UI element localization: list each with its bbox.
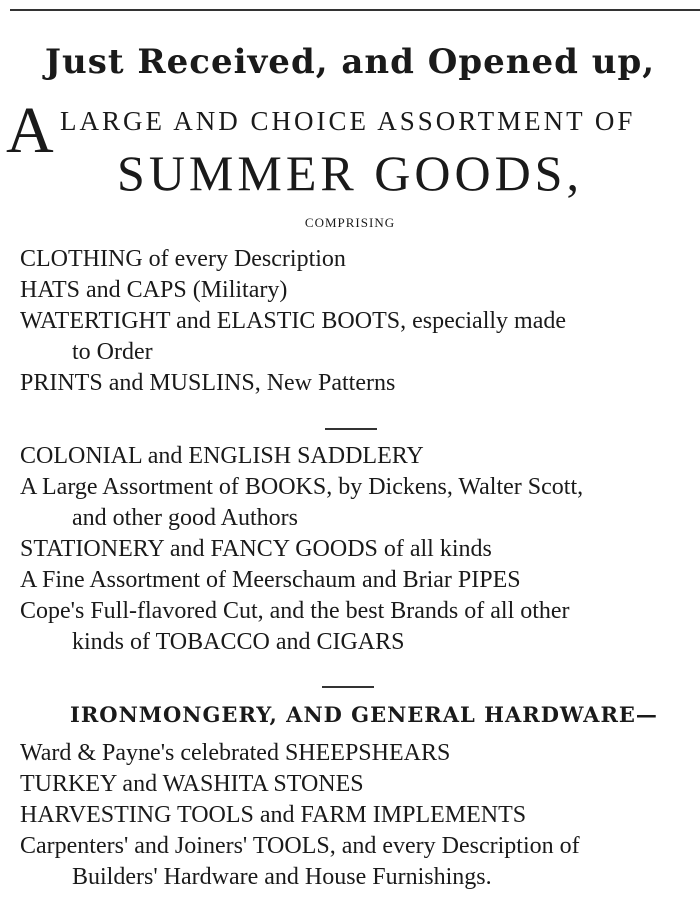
list-item: A Large Assortment of BOOKS, by Dickens, Walter Scott, <box>20 474 584 500</box>
list-item: WATERTIGHT and ELASTIC BOOTS, especially made <box>20 308 567 334</box>
main-title: SUMMER GOODS, <box>117 145 583 201</box>
subheadline: LARGE AND CHOICE ASSORTMENT OF <box>60 106 636 136</box>
list-item: COLONIAL and ENGLISH SADDLERY <box>20 443 424 469</box>
list-item: PRINTS and MUSLINS, New Patterns <box>20 370 396 396</box>
top-rule <box>10 9 700 11</box>
goods-list-section-2 <box>20 441 700 658</box>
list-item: Builders' Hardware and House Furnishings. <box>72 864 492 890</box>
list-item: HATS and CAPS (Military) <box>20 277 288 303</box>
list-item: A Fine Assortment of Meerschaum and Briar PIPES <box>20 567 521 593</box>
list-item: Carpenters' and Joiners' TOOLS, and every Description of <box>20 833 580 859</box>
list-item: TURKEY and WASHITA STONES <box>20 771 364 797</box>
list-item: CLOTHING of every Description <box>20 246 346 272</box>
list-item: to Order <box>72 339 153 365</box>
list-item: kinds of TOBACCO and CIGARS <box>72 629 405 655</box>
hardware-heading: IRONMONGERY, AND GENERAL HARDWARE— <box>70 702 658 727</box>
list-item: and other good Authors <box>72 505 298 531</box>
list-item: Cope's Full-flavored Cut, and the best Brands of all other <box>20 598 570 624</box>
goods-list-section-3 <box>20 738 700 893</box>
list-item: STATIONERY and FANCY GOODS of all kinds <box>20 536 492 562</box>
list-item: HARVESTING TOOLS and FARM IMPLEMENTS <box>20 802 527 828</box>
headline: Just Received, and Opened up, <box>44 42 656 82</box>
section-divider <box>322 686 374 688</box>
goods-list-section-1 <box>20 244 700 399</box>
drop-cap: A <box>6 94 54 167</box>
list-item: Ward & Payne's celebrated SHEEPSHEARS <box>20 740 451 766</box>
comprising-label: COMPRISING <box>304 215 396 230</box>
section-divider <box>325 428 377 430</box>
